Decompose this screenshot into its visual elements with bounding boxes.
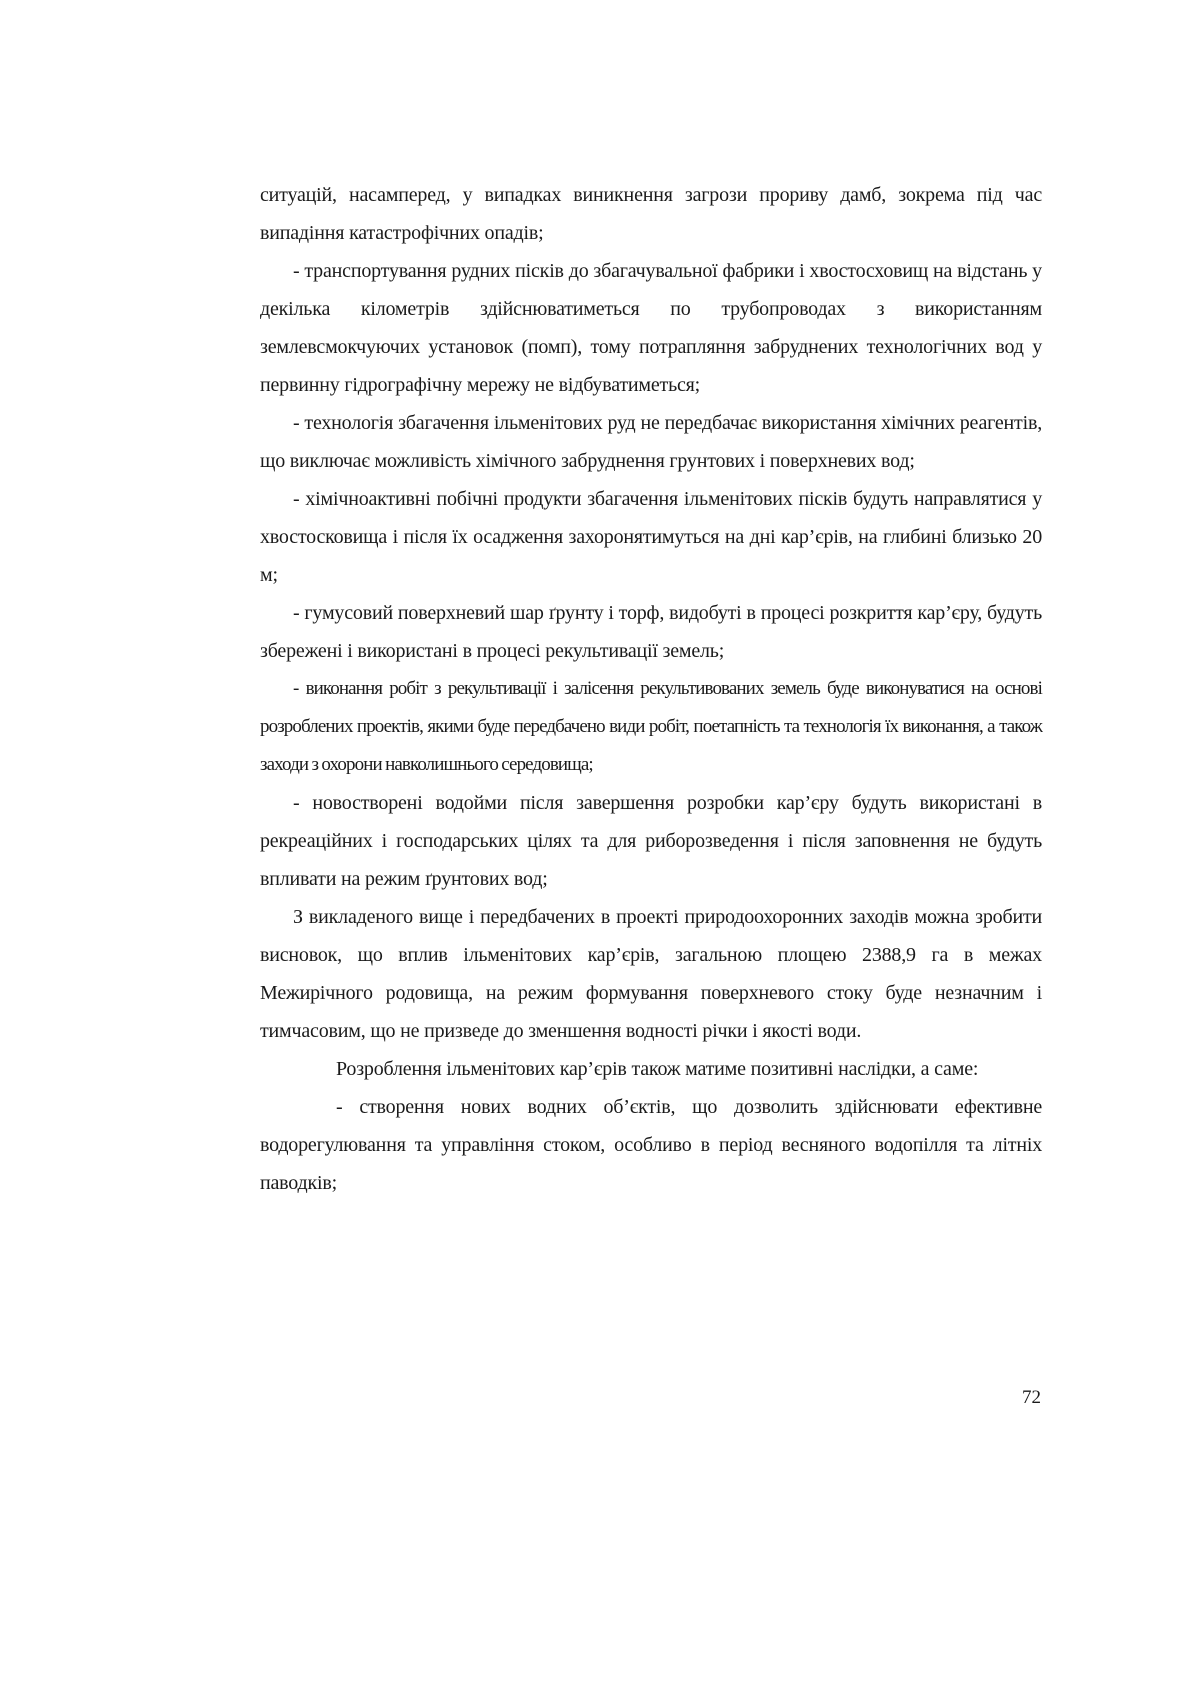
list-item-transport: - транспортування рудних пісків до збагачувальної фабрики і хвостосховищ на відстань у декілька кілометрів здійснюватиметься по трубопроводах з використанням землевсмокчуючих установок (помп), тому потрапляння забруднених технологічних вод у первинну гідрографічну мережу не відбуватиметься; (260, 260, 1042, 396)
document-page (260, 176, 1042, 1202)
list-item-water-objects: - створення нових водних об’єктів, що дозволить здійснювати ефективне водорегулювання та управління стоком, особливо в період весняного водопілля та літніх паводків; (260, 1096, 1042, 1194)
list-item-byproducts: - хімічноактивні побічні продукти збагачення ільменітових пісків будуть направлятися у хвостосковища і після їх осадження захоронятимуться на дні кар’єрів, на глибині близько 20 м; (260, 488, 1042, 586)
positive-effects-paragraph: Розроблення ільменітових кар’єрів також матиме позитивні наслідки, а саме: (336, 1058, 979, 1080)
conclusion-paragraph: З викладеного вище і передбачених в проекті природоохоронних заходів можна зробити висновок, що вплив ільменітових кар’єрів, загальною площею 2388,9 га в межах Межирічного родовища, на режим формування поверхневого стоку буде незначним і тимчасовим, що не призведе до зменшення водності річки і якості води. (260, 906, 1042, 1042)
list-item-humus: - гумусовий поверхневий шар ґрунту і торф, видобуті в процесі розкриття кар’єру, будуть збережені і використані в процесі рекультивації земель; (260, 602, 1042, 662)
list-item-reservoirs: - новостворені водойми після завершення розробки кар’єру будуть використані в рекреаційних і господарських цілях та для риборозведення і після заповнення не будуть впливати на режим ґрунтових вод; (260, 792, 1042, 890)
list-item-recultivation: - виконання робіт з рекультивації і залісення рекультивованих земель буде виконуватися на основі розроблених проектів, якими буде передбачено види робіт, поетапність та технологія їх виконання, а також заходи з охорони навколишнього середовища; (260, 678, 1042, 775)
paragraph-continuation: ситуацій, насамперед, у випадках виникнення загрози прориву дамб, зокрема під час випадіння катастрофічних опадів; (260, 184, 1042, 244)
list-item-technology: - технологія збагачення ільменітових руд не передбачає використання хімічних реагентів, що виключає можливість хімічного забруднення грунтових і поверхневих вод; (260, 412, 1042, 472)
page-number: 72 (1022, 1387, 1041, 1408)
